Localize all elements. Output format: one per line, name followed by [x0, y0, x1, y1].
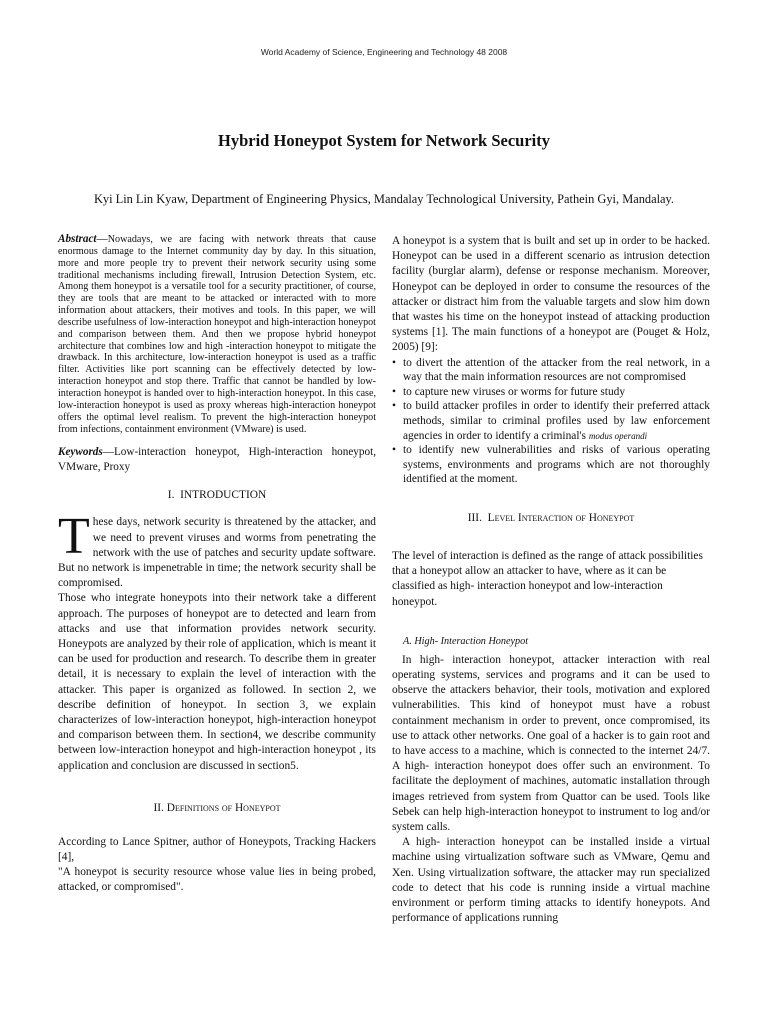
paper-title: Hybrid Honeypot System for Network Security [218, 131, 550, 150]
modus-operandi: modus operandi [588, 430, 648, 441]
definitions-quote: "A honeypot is security resource whose value lies in being probed, attacked, or compromised". [58, 866, 376, 894]
keywords: Keywords—Low-interaction honeypot, High-interaction honeypot, VMware, Proxy [58, 446, 376, 474]
list-item: • to capture new viruses or worms for future study [392, 385, 626, 398]
level-paragraph: The level of interaction is defined as the range of attack possibilities that a honeypot allow an attacker to have, where as it can be classified as high- interaction honeypot and low-interaction honeypot. [392, 549, 703, 608]
intro-paragraph-2: Those who integrate honeypots into their network take a different approach. The purposes of honeypot are to detected and learn from attacks and use that information provides network security. Honeypots are analyzed by their role of application, which is meant it can be used for production and research. To describe them in greater detail, it is necessary to explain the level of interaction with the attacker. This paper is organized as followed. In section 2, we describe definition of honeypot. In section 3, we explain characterizes of low-interaction honeypot, high-interaction honeypot and comparison between them. In section4, we describe community between low-interaction honeypot and high-interaction honeypot , its application and conclusion are discussed in section5. [58, 592, 376, 772]
drop-cap: T [58, 508, 90, 566]
abstract-label: Abstract [58, 233, 97, 245]
definitions-paragraph-1: According to Lance Spitner, author of Honeypots, Tracking Hackers [4], [58, 835, 376, 863]
keywords-text: Low-interaction honeypot, High-interaction honeypot, VMware, Proxy [58, 446, 376, 474]
abstract-text: Nowadays, we are facing with network threats that cause enormous damage to the Internet community day by day. In this situation, more and more people try to prevent their network security using some traditional mechanisms including firewall, Intrusion Detection System, etc. Among them honeypot is a versatile tool for a security practitioner, of course, they are tools that are meant to be attacked or interacted with to more information about attackers, their motives and tools. In this paper, we will describe usefulness of low-interaction honeypot and high-interaction honeypot and comparison between them. And then we propose hybrid honeypot architecture that combines low and high -interaction honeypot to mitigate the drawback. In this architecture, low-interaction honeypot is used as a traffic filter. Activities like port scanning can be effectively detected by low-interaction honeypot and stop there. Traffic that cannot be handled by low-interaction honeypot is handed over to high-interaction honeypot. In this case, low-interaction honeypot is used as proxy whereas high-interaction honeypot offers the optimal level realism. To prevent the high-interaction honeypot from infections, containment environment (VMware) is used. [58, 234, 376, 435]
list-item: • to identify new vulnerabilities and risks of various operating systems, environments and programs which are not thoroughly identified at the moment. [392, 444, 710, 486]
right-column [392, 234, 710, 926]
running-header: World Academy of Science, Engineering and Technology 48 2008 [260, 47, 508, 57]
list-item: • to divert the attention of the attacker from the real network, in a way that the main information resources are not compromised [392, 356, 710, 384]
author-line: Kyi Lin Lin Kyaw, Department of Engineering Physics, Mandalay Technological University, Pathein Gyi, Mandalay. [93, 192, 675, 206]
honeypot-description: A honeypot is a system that is built and set up in order to be hacked. Honeypot can be used in a different scenario as intrusion detection facility (burglar alarm), defense or response mechanism. Moreover, Honeypot can be deployed in order to consume the resources of the attacker or distract him from the valuable targets and slow him down that wastes his time on the honeypot instead of attacking production systems [1]. The main functions of a honeypot are (Pouget & Holz, 2005) [9]: [392, 235, 710, 354]
intro-paragraph-1: These days, network security is threatened by the attacker, and we need to prevent viruses and worms from penetrating the network with the use of patches and security update software. But no network is impenetrable in time; the network security shall be compromised. [58, 508, 376, 590]
high-interaction-paragraph-2: A high- interaction honeypot can be installed inside a virtual machine using virtualization software such as VMware, Qemu and Xen. Using virtualization software, the attacker may run specialized code to detect that his code is running inside a virtual machine environment or perform timing attacks to identify honeypots. And performance of applications running [392, 836, 710, 925]
keywords-label: Keywords [58, 446, 103, 459]
section-heading-definitions: II. Definitions of Honeypot [153, 801, 281, 814]
list-item: • to build attacker profiles in order to identify their preferred attack methods, similar to criminal profiles used by law enforcement agencies in order to identify a criminal's modus operandi [392, 400, 710, 442]
section-heading-level-interaction: III. Level Interaction of Honeypot [467, 511, 635, 524]
honeypot-functions-list [392, 356, 710, 487]
subsection-heading-high-interaction: A. High- Interaction Honeypot [403, 635, 529, 647]
abstract: Abstract—Nowadays, we are facing with network threats that cause enormous damage to the Internet community day by day. In this situation, more and more people try to prevent their network security using some traditional mechanisms including firewall, Intrusion Detection System, etc. Among them honeypot is a versatile tool for a security practitioner, of course, they are tools that are meant to be attacked or interacted with to more information about attackers, their motives and tools. In this paper, we will describe usefulness of low-interaction honeypot and high-interaction honeypot and comparison between them. And then we propose hybrid honeypot architecture that combines low and high -interaction honeypot to mitigate the drawback. In this architecture, low-interaction honeypot is used as a traffic filter. Activities like port scanning can be effectively detected by low-interaction honeypot and stop there. Traffic that cannot be handled by low-interaction honeypot is handed over to high-interaction honeypot. In this case, low-interaction honeypot is used as proxy whereas high-interaction honeypot offers the optimal level realism. To prevent the high-interaction honeypot from infections, containment environment (VMware) is used. [58, 233, 376, 435]
high-interaction-paragraph-1: In high- interaction honeypot, attacker interaction with real operating systems, services and programs and it can be used to observe the attackers behavior, their tools, motivation and explored vulnerabilities. This kind of honeypot must have a robust containment mechanism in order to prevent, once compromised, its use to attack other networks. One goal of a hacker is to gain root and to have access to a machine, which is connected to the internet 24/7. A high- interaction honeypot does offer such an environment. To facilitate the deployment of machines, automatic installation through images retrieved from system from Quattor can be used. Tools like Sebek can help high-interaction honeypot to instrument to log and/or system calls. [392, 653, 710, 834]
left-column [58, 234, 376, 896]
section-heading-introduction: I. INTRODUCTION [167, 489, 267, 502]
